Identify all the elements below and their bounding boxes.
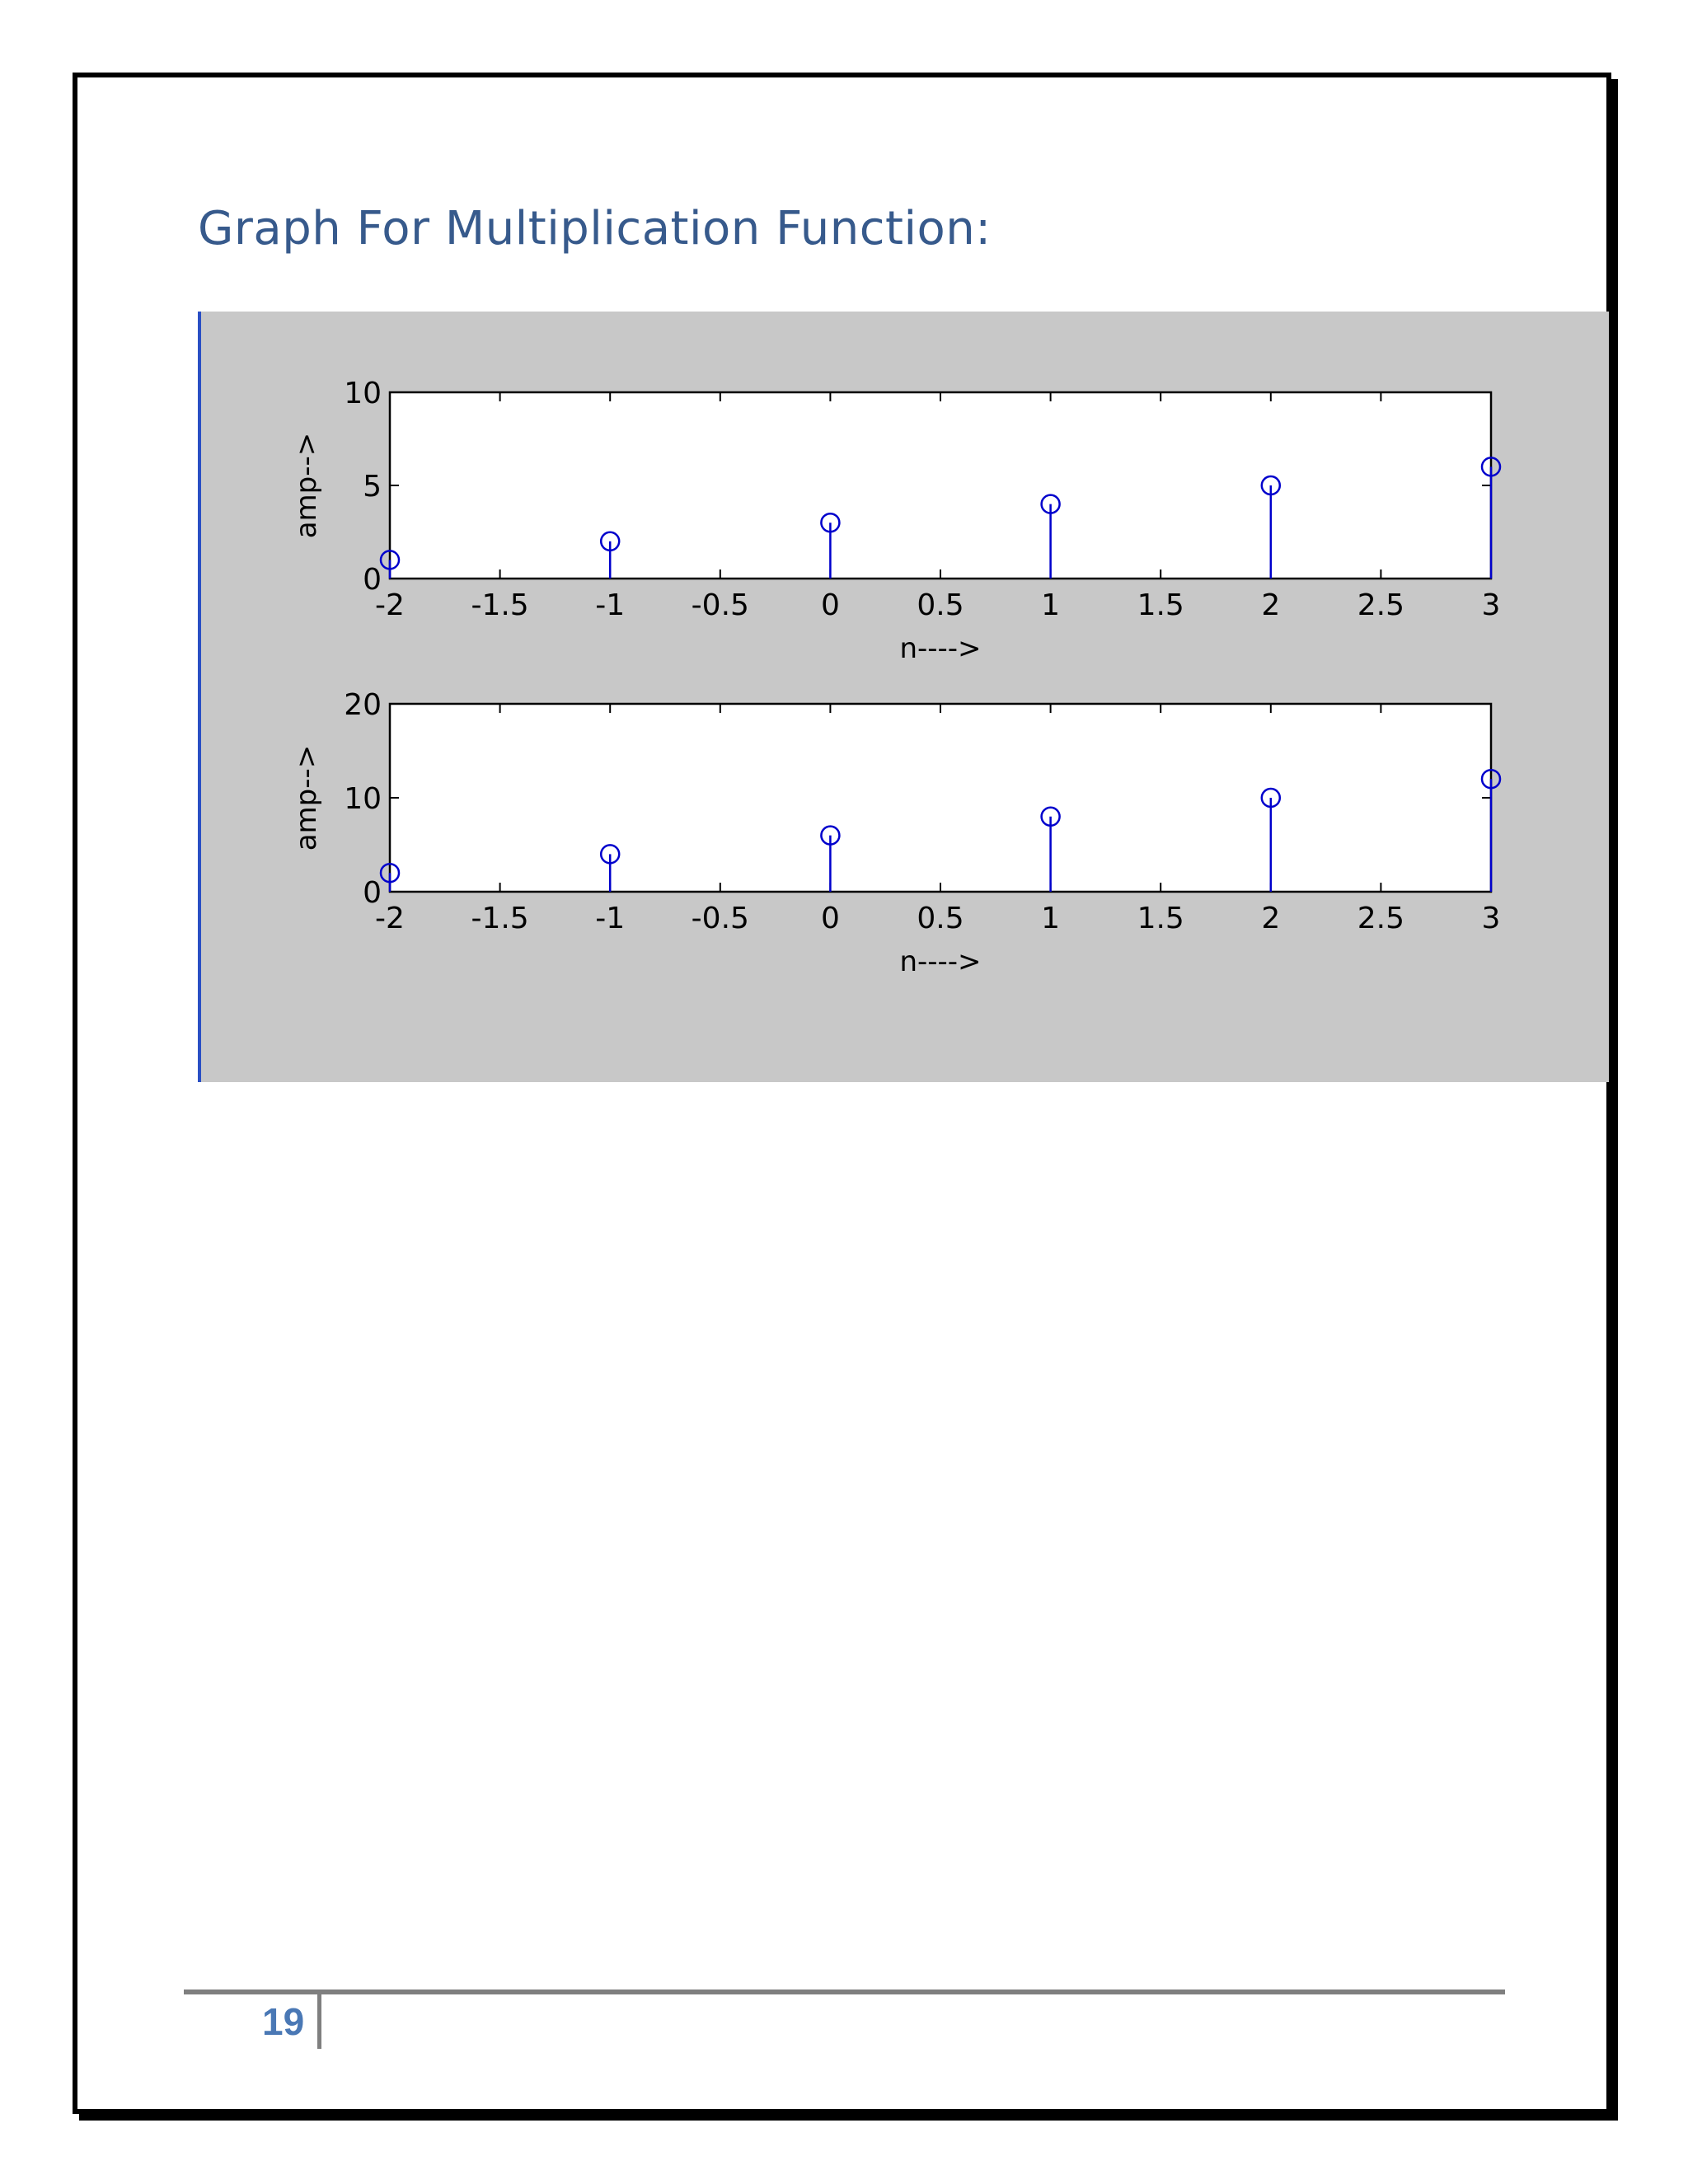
y-tick-label: 10 xyxy=(344,782,382,816)
x-tick-label: -2 xyxy=(375,902,405,935)
page-number: 19 xyxy=(262,2000,305,2043)
stem-plot-figure xyxy=(201,312,1609,1082)
x-tick-label: -1 xyxy=(595,588,626,622)
y-tick-label: 0 xyxy=(363,876,382,910)
x-tick-label: 2.5 xyxy=(1357,902,1405,935)
axes-box xyxy=(390,704,1491,892)
x-tick-label: -2 xyxy=(375,588,405,622)
x-tick-label: 1 xyxy=(1041,588,1061,622)
page-number-divider xyxy=(317,1994,321,2049)
x-tick-label: 0 xyxy=(820,902,840,935)
axes-box xyxy=(390,392,1491,579)
x-tick-label: -0.5 xyxy=(691,902,749,935)
x-tick-label: 1 xyxy=(1041,902,1061,935)
x-tick-label: 1.5 xyxy=(1137,588,1184,622)
x-tick-label: 3 xyxy=(1481,588,1501,622)
footer-rule xyxy=(184,1990,1505,1994)
x-tick-label: 2.5 xyxy=(1357,588,1405,622)
page-heading: Graph For Multiplication Function: xyxy=(198,202,992,255)
x-axis-label: n----> xyxy=(899,945,982,978)
y-tick-label: 10 xyxy=(344,377,382,410)
x-tick-label: 0.5 xyxy=(917,902,964,935)
x-axis-label: n----> xyxy=(899,632,982,665)
figure-panel xyxy=(198,312,1609,1082)
x-tick-label: -1 xyxy=(595,902,626,935)
y-axis-label: amp--> xyxy=(290,744,323,851)
x-tick-label: 0 xyxy=(820,588,840,622)
x-tick-label: 2 xyxy=(1261,588,1281,622)
x-tick-label: -0.5 xyxy=(691,588,749,622)
y-tick-label: 20 xyxy=(344,688,382,722)
y-tick-label: 5 xyxy=(363,470,382,504)
x-tick-label: 1.5 xyxy=(1137,902,1184,935)
x-tick-label: 3 xyxy=(1481,902,1501,935)
x-tick-label: -1.5 xyxy=(471,588,529,622)
subplot-2 xyxy=(290,688,1500,978)
x-tick-label: 0.5 xyxy=(917,588,964,622)
subplot-1 xyxy=(290,377,1500,665)
x-tick-label: 2 xyxy=(1261,902,1281,935)
y-axis-label: amp--> xyxy=(290,432,323,539)
y-tick-label: 0 xyxy=(363,563,382,597)
x-tick-label: -1.5 xyxy=(471,902,529,935)
